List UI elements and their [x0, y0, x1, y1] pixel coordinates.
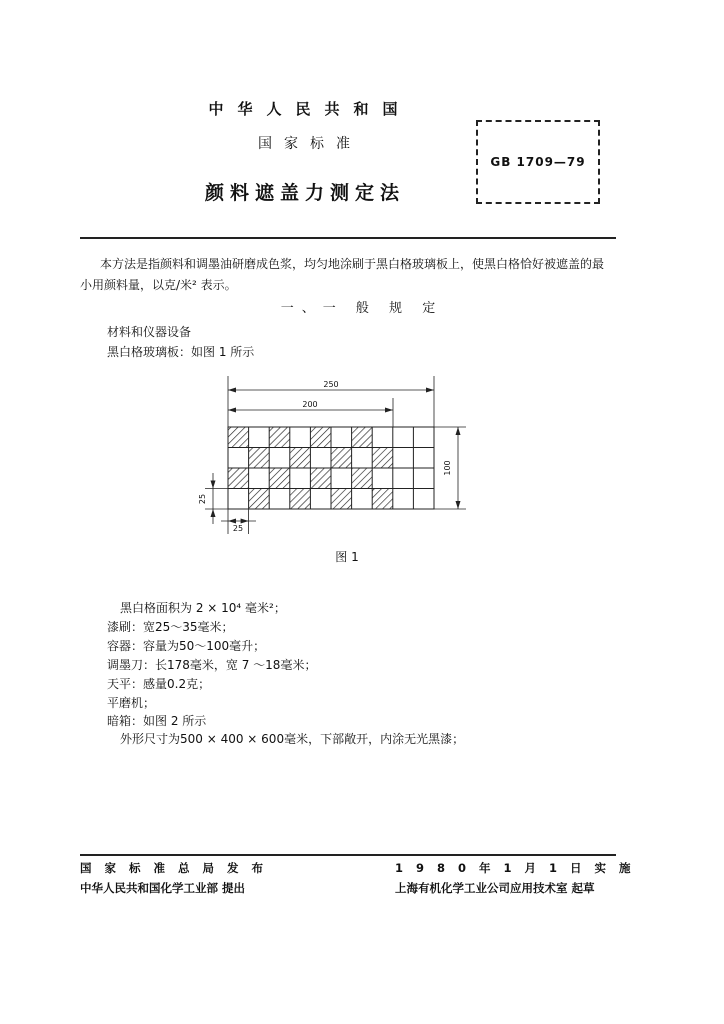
effective-date-line: 1980年1月1日实施: [395, 861, 644, 875]
hatched-cell: [352, 427, 373, 448]
drafter-line: 上海有机化学工业公司应用技术室 起草: [395, 881, 595, 895]
equipment-item-8: 外形尺寸为500 × 400 × 600毫米，下部敞开，内涂无光黑漆；: [120, 732, 465, 746]
dimension-label-200: 200: [302, 400, 318, 409]
hatched-cell: [310, 427, 331, 448]
dimension-label-250: 250: [323, 380, 339, 389]
plate-description: 黑白格玻璃板：如图 1 所示: [107, 345, 255, 359]
document-title: 颜料遮盖力测定法: [204, 182, 405, 204]
figure-caption: 图 1: [335, 550, 359, 564]
hatched-cell: [249, 489, 270, 510]
standard-number: GB 1709—79: [490, 155, 586, 169]
dimension-label-100: 100: [443, 460, 452, 476]
hatched-cell: [290, 489, 311, 510]
materials-heading: 材料和仪器设备: [107, 325, 192, 339]
dimension-label-25-vertical: 25: [198, 493, 207, 505]
section-title: 一、一 般 规 定: [280, 301, 444, 316]
standard-number-box: [476, 120, 600, 204]
standard-category: 国家标准: [258, 136, 362, 152]
footer-divider: [80, 854, 616, 856]
equipment-item-1: 黑白格面积为 2 × 10⁴ 毫米²；: [120, 601, 286, 615]
hatched-cell: [352, 468, 373, 489]
publisher-line: 国家标准总局发布: [80, 861, 276, 875]
proposer-line: 中华人民共和国化学工业部 提出: [80, 881, 246, 895]
hatched-cell: [228, 468, 249, 489]
hatched-cell: [290, 448, 311, 469]
issuing-country: 中华人民共和国: [208, 100, 412, 118]
hatched-cell: [372, 489, 393, 510]
header-divider: [80, 237, 616, 239]
footer-right: [395, 858, 644, 898]
hatched-cell: [331, 448, 352, 469]
equipment-item-5: 天平：感量0.2克；: [107, 677, 211, 691]
equipment-item-6: 平磨机；: [107, 696, 156, 710]
equipment-item-2: 漆刷：宽25～35毫米；: [107, 620, 234, 634]
equipment-item-3: 容器：容量为50～100毫升；: [107, 639, 266, 653]
hatched-cell: [331, 489, 352, 510]
intro-line-1: 本方法是指颜料和调墨油研磨成色浆，均匀地涂刷于黑白格玻璃板上，使黑白格恰好被遮盖的最: [100, 257, 605, 271]
hatched-cell: [249, 448, 270, 469]
hatched-cell: [310, 468, 331, 489]
hatched-cell: [269, 427, 290, 448]
checkerboard-figure: [190, 368, 480, 538]
equipment-item-7: 暗箱：如图 2 所示: [107, 714, 207, 728]
footer-left: [80, 858, 276, 898]
hatched-cell: [372, 448, 393, 469]
intro-line-2: 小用颜料量，以克/米² 表示。: [80, 278, 237, 292]
equipment-item-4: 调墨刀：长178毫米，宽 7 ～18毫米；: [107, 658, 317, 672]
dimension-label-25-horizontal: 25: [232, 524, 244, 533]
hatched-cell: [228, 427, 249, 448]
hatched-cell: [269, 468, 290, 489]
